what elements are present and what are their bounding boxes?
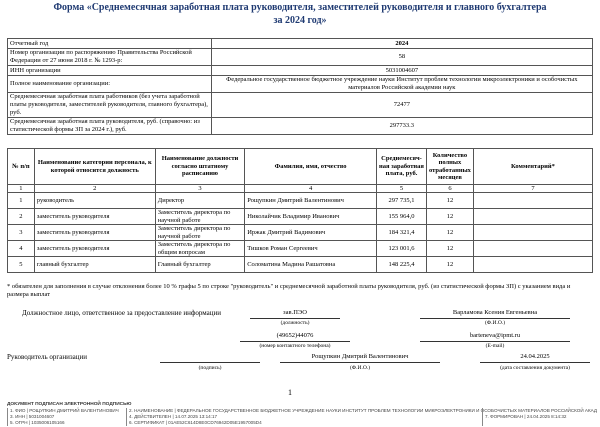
stamp-line: 6. СЕРТИФИКАТ | 01AE52C614D8E0CD76942D05E1957005D4 bbox=[129, 420, 262, 425]
responsible-full-name: Варламова Ксения Евгеньевна bbox=[452, 309, 538, 316]
table-row bbox=[8, 193, 593, 209]
column-header: Среднемесяч-ная заработная плата, руб. bbox=[377, 149, 427, 185]
months-cell: 12 bbox=[426, 241, 473, 257]
info-row-org-name bbox=[8, 76, 593, 93]
info-row-avg-salary-staff bbox=[8, 93, 593, 118]
column-header: Комментарий* bbox=[473, 149, 592, 185]
info-label: Среднемесячная заработная плата работников (без учета заработной платы руководителя, заместителей руководителя, главного бухгалтера), руб. bbox=[8, 93, 212, 118]
info-label: Отчетный год bbox=[8, 39, 212, 49]
info-value: 2024 bbox=[211, 39, 592, 49]
responsible-position: зав.ПЭО bbox=[283, 309, 307, 316]
column-header: Фамилия, имя, отчество bbox=[245, 149, 377, 185]
row-number: 3 bbox=[8, 225, 35, 241]
row-number: 5 bbox=[8, 257, 35, 273]
signature-caption: (подпись) bbox=[198, 365, 222, 371]
column-number: 4 bbox=[245, 185, 377, 193]
salary-cell: 184 321,4 bbox=[377, 225, 427, 241]
stamp-line: 5. ОГРН | 1035006105166 bbox=[10, 420, 65, 425]
organization-info-table bbox=[7, 38, 593, 135]
head-label: Руководитель организации bbox=[7, 353, 87, 361]
position-cell: Заместитель директора по научной работе bbox=[155, 225, 244, 241]
info-value: Федеральное государственное бюджетное учреждение науки Институт проблем технологии микроэлектроники и особочистых материалов Российской академии наук bbox=[211, 76, 592, 93]
salary-cell: 297 735,1 bbox=[377, 193, 427, 209]
stamp-line: 1. ФИО | РОЩУПКИН ДМИТРИЙ ВАЛЕНТИНОВИЧ bbox=[10, 408, 119, 413]
footnote: * обязателен для заполнения в случае отклонения более 10 % графы 5 по строке "руководитель" и среднемесячной заработной платы руководителя, руб. (из статистической формы ЗП) с указанием вида и размера выплат bbox=[7, 283, 571, 298]
head-name-caption: (Ф.И.О.) bbox=[349, 365, 371, 371]
table-row bbox=[8, 257, 593, 273]
stamp-line: 7. ФОРМИРОВАН | 24.04.2025 8:14:32 bbox=[485, 414, 567, 419]
responsible-phone: (49652)44076 bbox=[276, 332, 314, 339]
e-signature-col-3 bbox=[485, 414, 566, 420]
table-row bbox=[8, 209, 593, 225]
column-header: № п/п bbox=[8, 149, 35, 185]
info-label: Номер организации по распоряжению Правительства Российской Федерации от 27 июня 2018 г. № 1293-р: bbox=[8, 49, 212, 66]
column-header: Наименование должности согласно штатному расписанию bbox=[155, 149, 244, 185]
info-row-org-number bbox=[8, 49, 593, 66]
column-header: Наименование категории персонала, к которой относится должность bbox=[34, 149, 155, 185]
stamp-border bbox=[126, 408, 127, 426]
stamp-border bbox=[7, 408, 8, 426]
date-caption: (дата составления документа) bbox=[500, 365, 570, 371]
column-number: 1 bbox=[8, 185, 35, 193]
full-name-cell: Тишков Роман Сергеевич bbox=[245, 241, 377, 257]
position-cell: Директор bbox=[155, 193, 244, 209]
info-value: 5031004607 bbox=[211, 66, 592, 76]
salary-cell: 155 964,0 bbox=[377, 209, 427, 225]
months-cell: 12 bbox=[426, 225, 473, 241]
column-number: 7 bbox=[473, 185, 592, 193]
position-cell: Заместитель директора по общим вопросам bbox=[155, 241, 244, 257]
responsible-email: barteneva@ipmt.ru bbox=[469, 332, 521, 339]
position-cell: Заместитель директора по научной работе bbox=[155, 209, 244, 225]
info-value: 297733.3 bbox=[211, 118, 592, 135]
info-label: Среднемесячная заработная плата руководителя, руб. (справочно: из статистической формы ЗП за 2024 г.), руб. bbox=[8, 118, 212, 135]
months-cell: 12 bbox=[426, 209, 473, 225]
column-number: 5 bbox=[377, 185, 427, 193]
head-name-underline bbox=[280, 362, 440, 363]
phone-caption: (номер контактного телефона) bbox=[259, 343, 331, 349]
table-row bbox=[8, 241, 593, 257]
salary-cell: 123 001,6 bbox=[377, 241, 427, 257]
info-value: 72477 bbox=[211, 93, 592, 118]
head-full-name: Рощупкин Дмитрий Валентинович bbox=[311, 353, 409, 360]
info-label: Полное наименование организации: bbox=[8, 76, 212, 93]
info-row-year bbox=[8, 39, 593, 49]
comment-cell bbox=[473, 193, 592, 209]
category-cell: заместитель руководителя bbox=[34, 241, 155, 257]
comment-cell bbox=[473, 241, 592, 257]
column-number-row bbox=[8, 185, 593, 193]
e-signature-col-1 bbox=[10, 408, 119, 426]
form-title-line-2: за 2024 год» bbox=[273, 15, 327, 26]
months-cell: 12 bbox=[426, 193, 473, 209]
category-cell: заместитель руководителя bbox=[34, 225, 155, 241]
responsible-person-label: Должностное лицо, ответственное за предоставление информации bbox=[22, 309, 222, 317]
months-cell: 12 bbox=[426, 257, 473, 273]
signature-line bbox=[160, 362, 260, 363]
column-number: 2 bbox=[34, 185, 155, 193]
stamp-border bbox=[482, 408, 483, 426]
full-name-cell: Рощупкин Дмитрий Валентинович bbox=[245, 193, 377, 209]
salary-cell: 148 225,4 bbox=[377, 257, 427, 273]
row-number: 4 bbox=[8, 241, 35, 257]
table-row bbox=[8, 225, 593, 241]
row-number: 1 bbox=[8, 193, 35, 209]
row-number: 2 bbox=[8, 209, 35, 225]
column-header: Количество полных отработанных месяцев bbox=[426, 149, 473, 185]
info-label: ИНН организации bbox=[8, 66, 212, 76]
column-number: 3 bbox=[155, 185, 244, 193]
info-row-avg-salary-head bbox=[8, 118, 593, 135]
form-title-line-1: Форма «Среднемесячная заработная плата руководителя, заместителей руководителя и главного бухгалтера bbox=[53, 2, 547, 13]
category-cell: главный бухгалтер bbox=[34, 257, 155, 273]
e-signature-title: ДОКУМЕНТ ПОДПИСАН ЭЛЕКТРОННОЙ ПОДПИСЬЮ bbox=[7, 402, 132, 407]
info-row-inn bbox=[8, 66, 593, 76]
comment-cell bbox=[473, 209, 592, 225]
position-caption: (должность) bbox=[280, 320, 310, 326]
salary-table bbox=[7, 148, 593, 273]
info-value: 58 bbox=[211, 49, 592, 66]
position-cell: Главный бухгалтер bbox=[155, 257, 244, 273]
page-number: 1 bbox=[288, 388, 292, 397]
stamp-line: 4. ДЕЙСТВИТЕЛЕН | 14.07.2025 13:14:17 bbox=[129, 414, 218, 419]
name-caption: (Ф.И.О.) bbox=[484, 320, 506, 326]
table-header-row bbox=[8, 149, 593, 185]
full-name-cell: Иржак Дмитрий Вадимович bbox=[245, 225, 377, 241]
stamp-line: 3. ИНН | 5031004607 bbox=[10, 414, 55, 419]
column-number: 6 bbox=[426, 185, 473, 193]
comment-cell bbox=[473, 257, 592, 273]
form-title bbox=[0, 1, 600, 27]
date-underline bbox=[480, 362, 590, 363]
email-caption: (E-mail) bbox=[485, 343, 505, 349]
category-cell: заместитель руководителя bbox=[34, 209, 155, 225]
stamp-line: 2. НАИМЕНОВАНИЕ | ФЕДЕРАЛЬНОЕ ГОСУДАРСТВЕННОЕ БЮДЖЕТНОЕ УЧРЕЖДЕНИЕ НАУКИ ИНСТИТУТ ПРОБЛЕМ ТЕХНОЛОГИИ МИКРОЭЛЕКТРОНИКИ И ОСОБОЧИСТЫХ МАТЕРИАЛОВ РОССИЙСКОЙ АКАД bbox=[129, 408, 597, 413]
category-cell: руководитель bbox=[34, 193, 155, 209]
full-name-cell: Николайчик Владимир Иванович bbox=[245, 209, 377, 225]
comment-cell bbox=[473, 225, 592, 241]
document-date: 24.04.2025 bbox=[520, 353, 550, 360]
full-name-cell: Соломатина Мадина Рашатовна bbox=[245, 257, 377, 273]
